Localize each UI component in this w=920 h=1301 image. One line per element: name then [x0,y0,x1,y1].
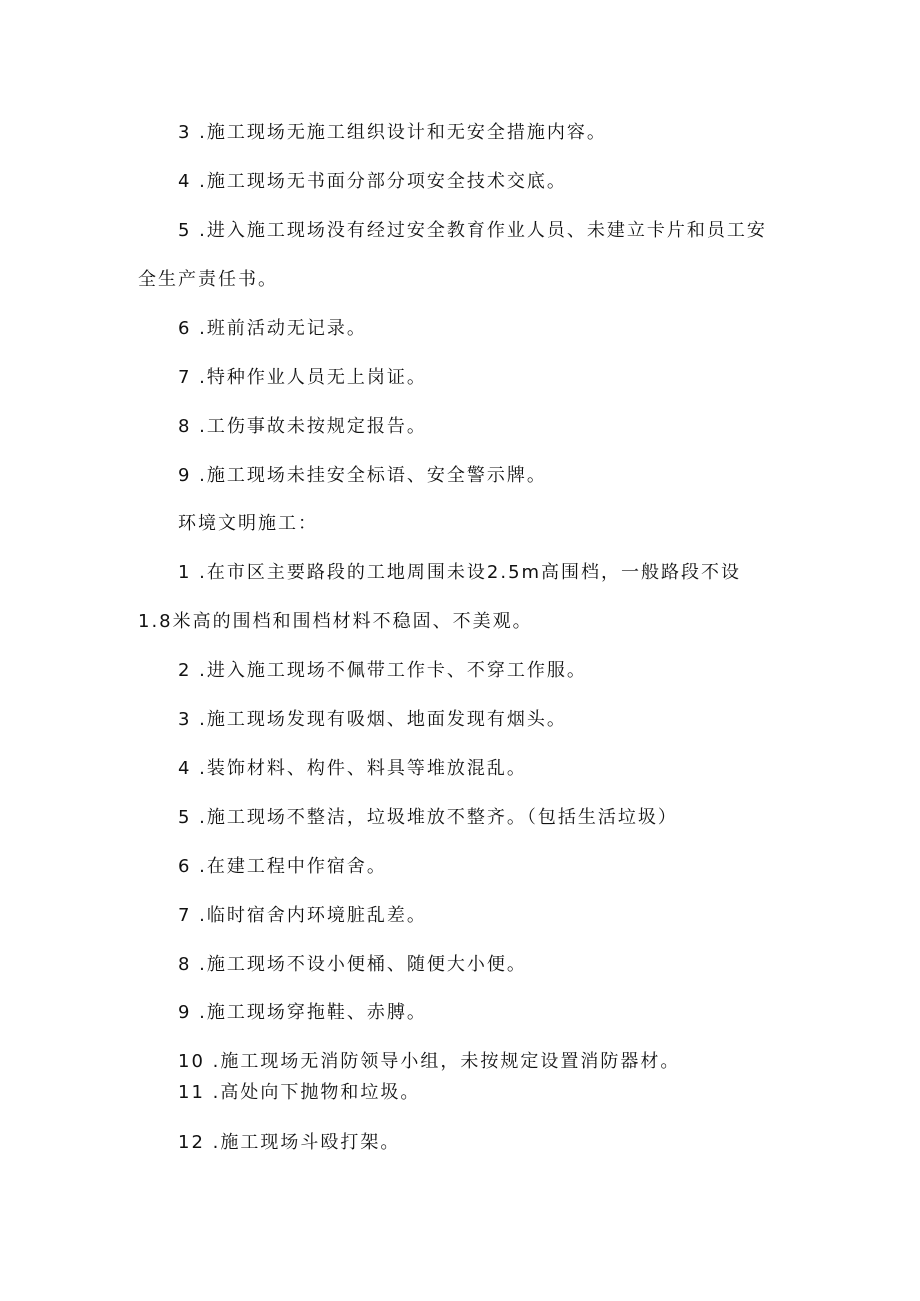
environment-item-5: 5 .施工现场不整洁，垃圾堆放不整齐。（包括生活垃圾） [178,807,678,828]
safety-item-7: 7 .特种作业人员无上岗证。 [178,367,427,388]
safety-item-6: 6 .班前活动无记录。 [178,318,367,339]
environment-item-10: 10 .施工现场无消防领导小组，未按规定设置消防器材。 [178,1051,681,1072]
safety-item-4: 4 .施工现场无书面分部分项安全技术交底。 [178,171,567,192]
safety-item-5: 5 .进入施工现场没有经过安全教育作业人员、未建立卡片和员工安 [178,220,767,241]
safety-item-5-continuation: 全生产责任书。 [138,269,278,290]
safety-item-9: 9 .施工现场未挂安全标语、安全警示牌。 [178,465,547,486]
environment-item-11: 11 .高处向下抛物和垃圾。 [178,1082,421,1103]
environment-item-2: 2 .进入施工现场不佩带工作卡、不穿工作服。 [178,660,587,681]
environment-heading: 环境文明施工： [178,513,318,534]
environment-item-4: 4 .装饰材料、构件、料具等堆放混乱。 [178,758,527,779]
environment-item-9: 9 .施工现场穿拖鞋、赤膊。 [178,1002,427,1023]
environment-item-3: 3 .施工现场发现有吸烟、地面发现有烟头。 [178,709,567,730]
environment-item-12: 12 .施工现场斗殴打架。 [178,1132,401,1153]
environment-item-7: 7 .临时宿舍内环境脏乱差。 [178,905,427,926]
safety-item-8: 8 .工伤事故未按规定报告。 [178,416,427,437]
environment-item-1: 1 .在市区主要路段的工地周围未设2.5m高围档，一般路段不设 [178,562,742,583]
safety-item-3: 3 .施工现场无施工组织设计和无安全措施内容。 [178,122,607,143]
environment-item-8: 8 .施工现场不设小便桶、随便大小便。 [178,954,527,975]
environment-item-6: 6 .在建工程中作宿舍。 [178,856,387,877]
environment-item-1-continuation: 1.8米高的围档和围档材料不稳固、不美观。 [138,611,533,632]
